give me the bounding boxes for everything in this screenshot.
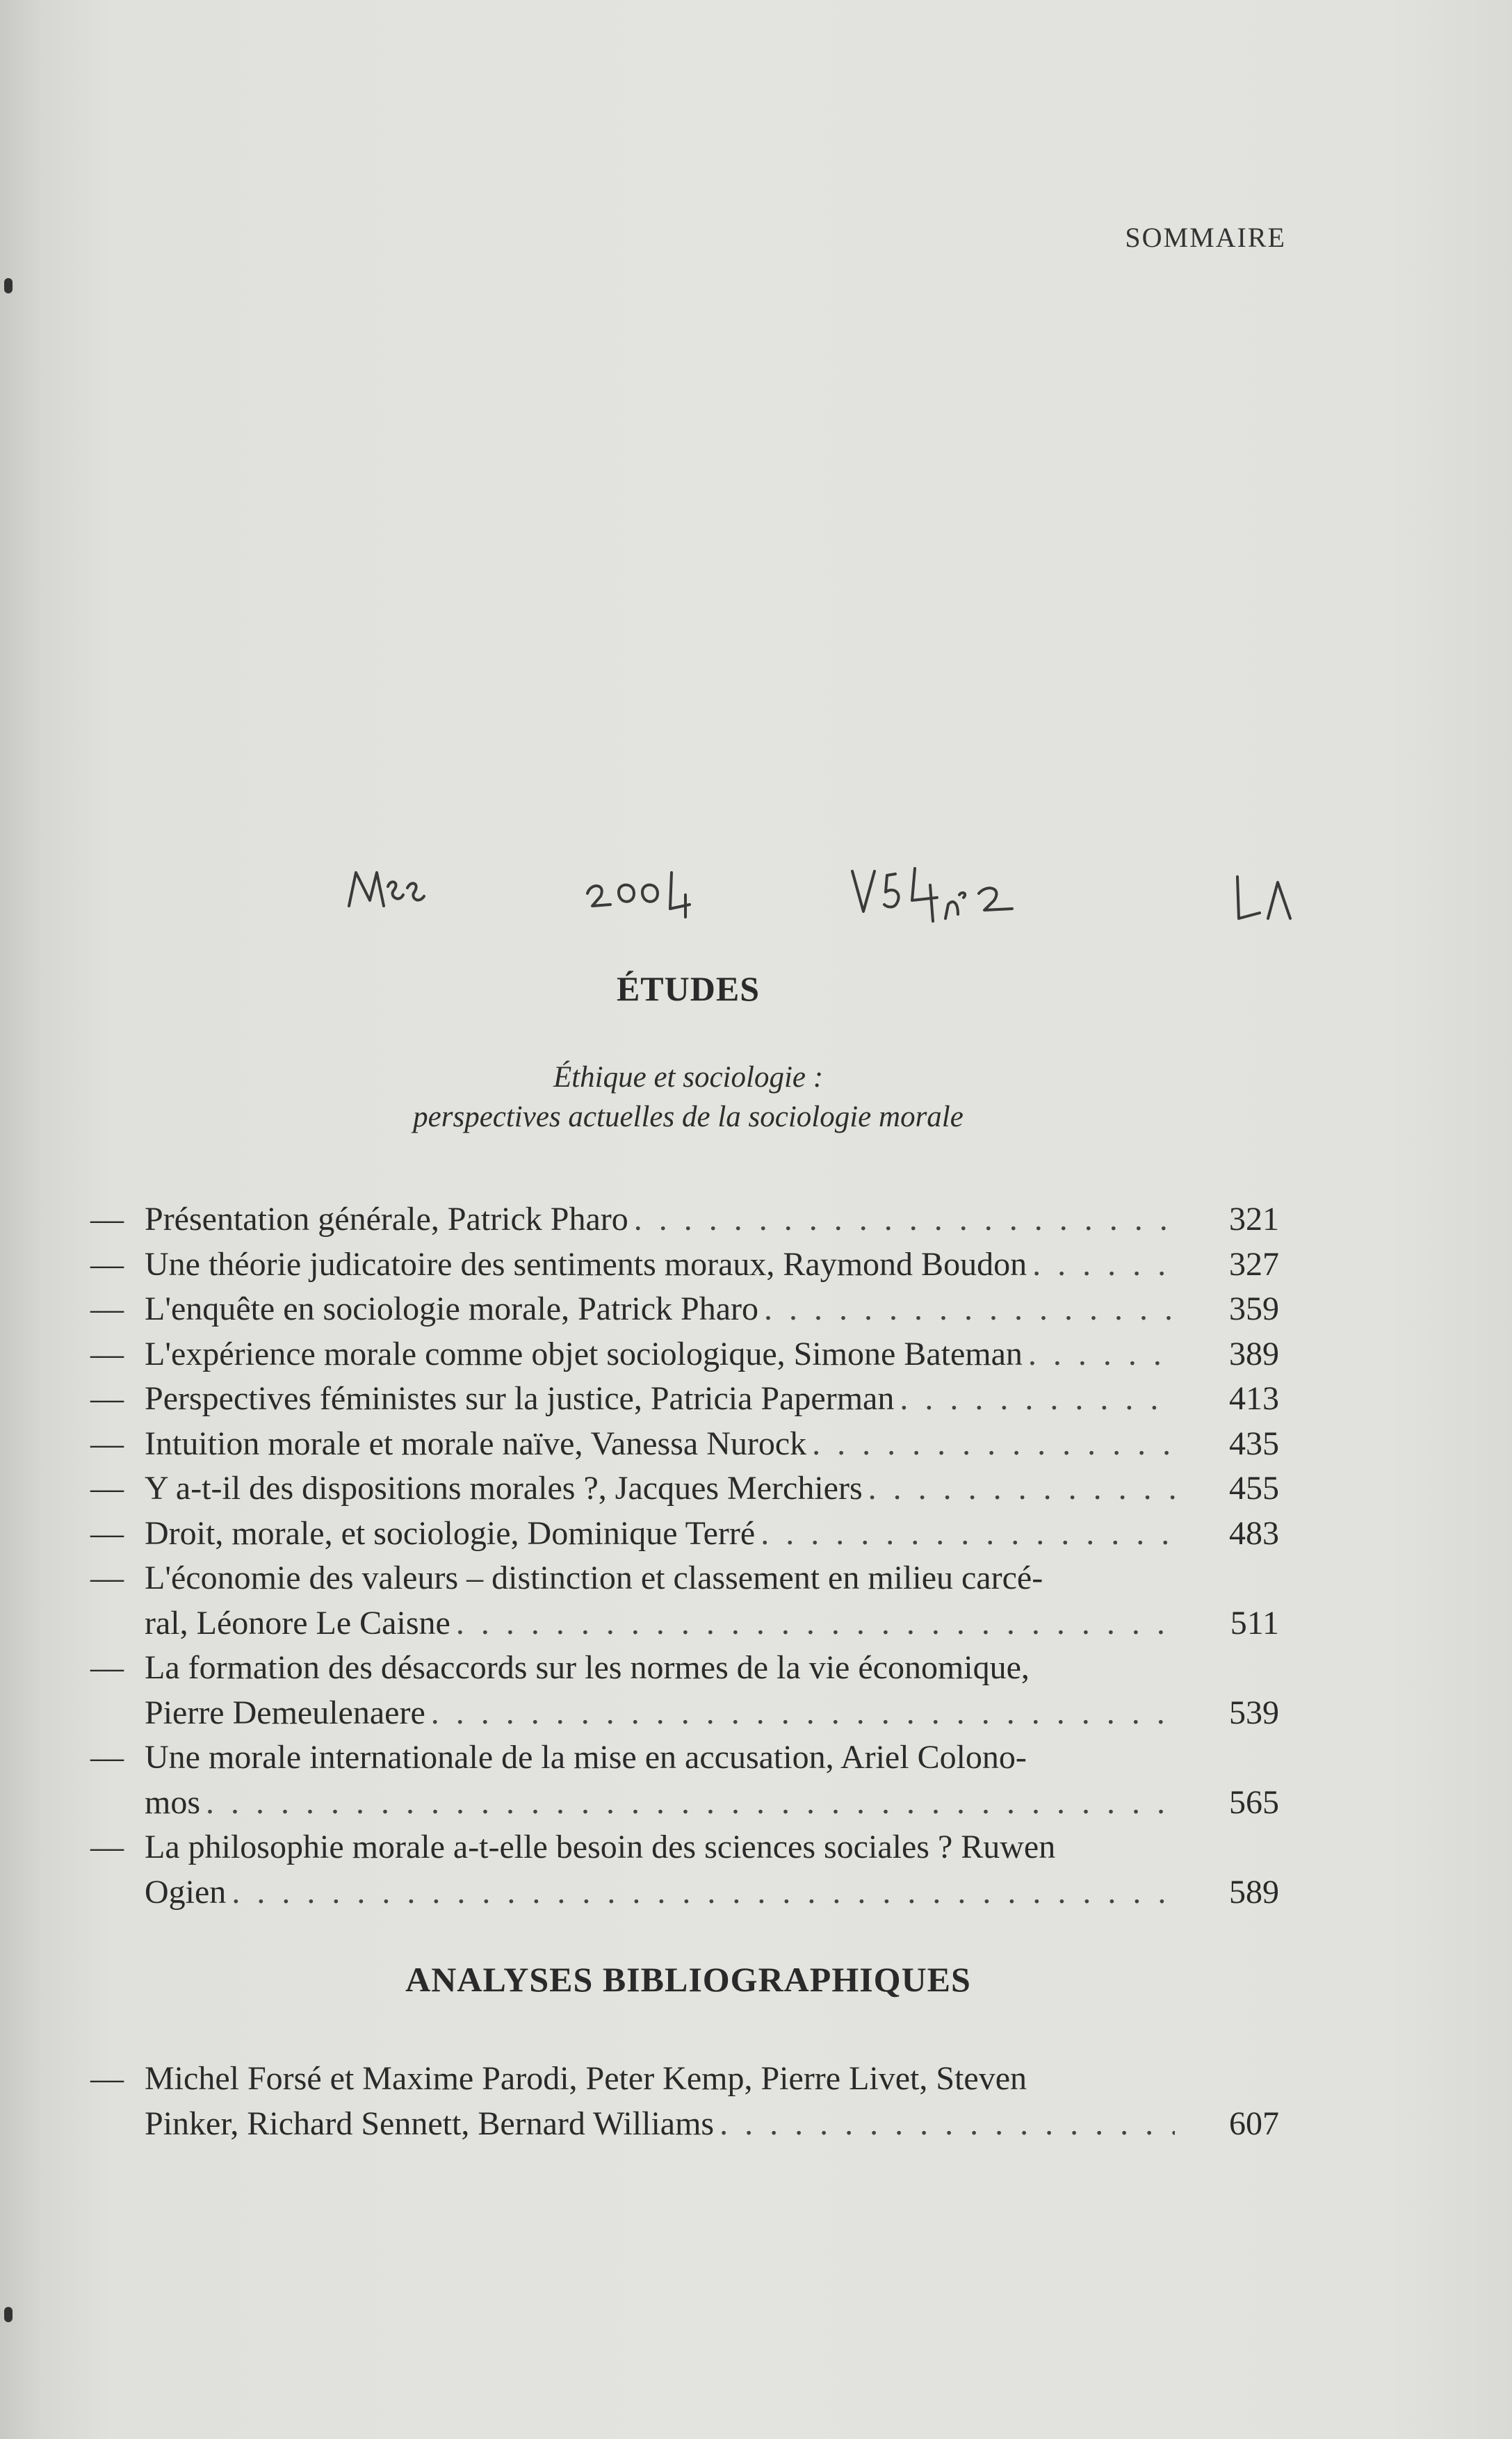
toc-entry (90, 1512, 1279, 1557)
toc-entry-title: ral, Léonore Le Caisne (145, 1604, 450, 1642)
toc-entry-title: L'enquête en sociologie morale, Patrick Pharo (145, 1290, 759, 1327)
toc-page-number: 389 (1229, 1335, 1279, 1372)
toc-entry (90, 1197, 1279, 1242)
binding-hole-mark (4, 278, 13, 293)
toc-entry-title: Perspectives féministes sur la justice, Patricia Paperman (145, 1380, 895, 1417)
toc-dot-leader (1028, 1332, 1175, 1377)
toc-entry-dash: — (90, 1470, 124, 1507)
toc-dot-leader (231, 1870, 1175, 1915)
toc-list-etudes (90, 1197, 1279, 1915)
toc-entry-dash: — (90, 1290, 124, 1327)
toc-dot-leader (900, 1377, 1175, 1422)
toc-dot-leader (634, 1197, 1175, 1242)
toc-entry-title: Droit, morale, et sociologie, Dominique Terré (145, 1514, 756, 1552)
toc-page-number: 607 (1229, 2105, 1279, 2142)
toc-page-number: 565 (1229, 1783, 1279, 1821)
toc-page-number: 511 (1230, 1604, 1279, 1642)
toc-dot-leader (206, 1781, 1175, 1826)
toc-entry (90, 1287, 1279, 1332)
toc-entry-dash: — (90, 1380, 124, 1417)
toc-entry (90, 1556, 1279, 1646)
toc-entry-title: Y a-t-il des dispositions morales ?, Jacques Merchiers (145, 1470, 863, 1507)
toc-entry-title: L'économie des valeurs – distinction et classement en milieu carcé- (145, 1559, 1043, 1596)
toc-entry-title: Pinker, Richard Sennett, Bernard Williams (145, 2105, 715, 2142)
toc-dot-leader (431, 1691, 1175, 1736)
toc-dot-leader (720, 2102, 1175, 2147)
toc-entry-title: Une morale internationale de la mise en accusation, Ariel Colono- (145, 1739, 1027, 1776)
toc-dot-leader (812, 1422, 1175, 1467)
toc-entry (90, 1735, 1279, 1825)
toc-entry-dash: — (90, 1425, 124, 1462)
section-subtitle-line-1: Éthique et sociologie : (553, 1061, 824, 1094)
toc-page-number: 359 (1229, 1290, 1279, 1327)
toc-page-number: 589 (1229, 1873, 1279, 1911)
toc-dot-leader (1032, 1242, 1175, 1288)
toc-entry-dash: — (90, 1245, 124, 1283)
toc-entry-dash: — (90, 1649, 124, 1686)
toc-entry-dash: — (90, 1201, 124, 1238)
toc-page-number: 327 (1229, 1245, 1279, 1283)
toc-entry-dash: — (90, 1335, 124, 1372)
toc-entry-title: Michel Forsé et Maxime Parodi, Peter Kemp, Pierre Livet, Steven (145, 2060, 1027, 2097)
toc-entry-title: Intuition morale et morale naïve, Vanessa Nurock (145, 1425, 807, 1462)
toc-entry-title: La philosophie morale a-t-elle besoin des sciences sociales ? Ruwen (145, 1829, 1056, 1865)
toc-entry-title: Ogien (145, 1873, 227, 1911)
running-head: SOMMAIRE (1125, 222, 1286, 253)
toc-entry-dash: — (90, 1739, 124, 1776)
toc-entry (90, 1825, 1279, 1915)
toc-page-number: 435 (1229, 1425, 1279, 1462)
toc-entry-title: Une théorie judicatoire des sentiments moraux, Raymond Boudon (145, 1245, 1027, 1283)
toc-page-number: 321 (1229, 1201, 1279, 1238)
section-heading-analyses: ANALYSES BIBLIOGRAPHIQUES (405, 1960, 971, 1999)
toc-entry (90, 1646, 1279, 1735)
toc-entry-title: Présentation générale, Patrick Pharo (145, 1201, 628, 1238)
toc-entry-title: Pierre Demeulenaere (145, 1694, 425, 1731)
toc-entry-dash: — (90, 1829, 124, 1865)
toc-dot-leader (761, 1512, 1175, 1557)
toc-entry-dash: — (90, 1559, 124, 1596)
toc-entry (90, 1377, 1279, 1422)
toc-entry-title: L'expérience morale comme objet sociologique, Simone Bateman (145, 1335, 1023, 1372)
toc-entry-title: mos (145, 1783, 201, 1821)
toc-entry (90, 1332, 1279, 1377)
toc-entry-dash: — (90, 1514, 124, 1552)
toc-page-number: 483 (1229, 1514, 1279, 1552)
toc-entry (90, 1242, 1279, 1288)
toc-entry (90, 1466, 1279, 1512)
toc-entry (90, 2057, 1279, 2146)
toc-list-analyses (90, 2057, 1279, 2146)
handwritten-annotation (334, 852, 1349, 949)
toc-entry (90, 1422, 1279, 1467)
toc-dot-leader (868, 1466, 1175, 1512)
section-heading-etudes: ÉTUDES (616, 969, 761, 1008)
toc-page-number: 539 (1229, 1694, 1279, 1731)
binding-hole-mark (4, 2307, 13, 2322)
section-subtitle-line-2: perspectives actuelles de la sociologie morale (413, 1101, 964, 1133)
toc-page-number: 413 (1229, 1380, 1279, 1417)
toc-dot-leader (456, 1601, 1175, 1646)
toc-dot-leader (764, 1287, 1175, 1332)
toc-page-number: 455 (1229, 1470, 1279, 1507)
toc-entry-title: La formation des désaccords sur les normes de la vie économique, (145, 1649, 1030, 1686)
toc-entry-dash: — (90, 2060, 124, 2097)
